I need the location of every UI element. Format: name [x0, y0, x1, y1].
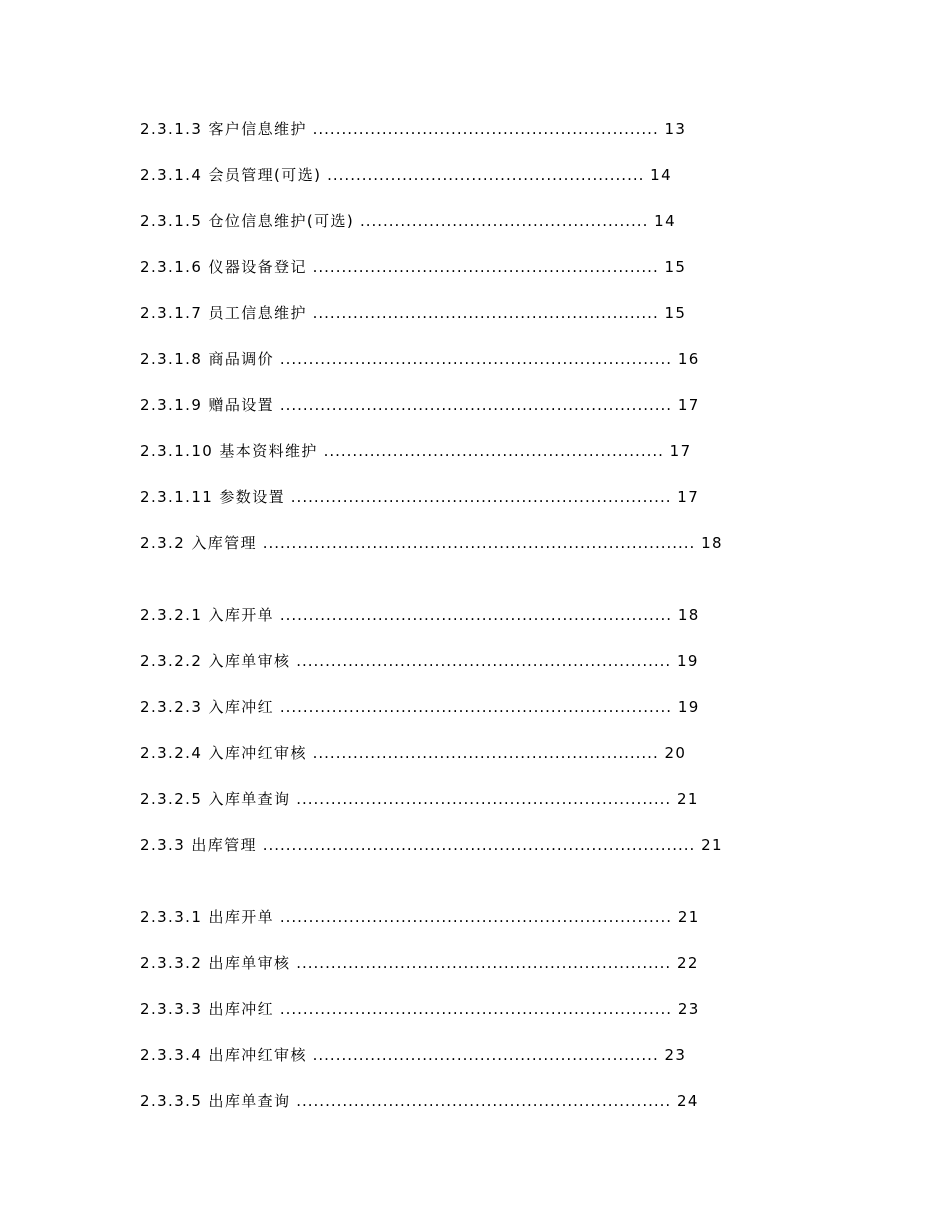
toc-entry-title: 出库单审核: [208, 954, 291, 972]
toc-entry-number: 2.3.1.5: [140, 212, 203, 230]
toc-dot-leader: ...........................................................................: [256, 836, 702, 854]
toc-dot-leader: ............................................................: [306, 258, 665, 276]
toc-dot-leader: ....................................................................: [274, 908, 678, 926]
toc-entry-title: 入库开单: [208, 606, 275, 624]
toc-entry-page-number: 24: [676, 1092, 699, 1110]
toc-entry-page-number: 23: [677, 1000, 700, 1018]
toc-entry-title: 仓位信息维护(可选): [208, 212, 355, 230]
toc-entry-title: 员工信息维护: [208, 304, 307, 322]
toc-entry[interactable]: [140, 832, 800, 884]
toc-entry[interactable]: [140, 602, 800, 628]
toc-entry-title: 会员管理(可选): [208, 166, 322, 184]
toc-dot-leader: .................................................................: [290, 1092, 677, 1110]
toc-entry-number: 2.3.3.3: [140, 1000, 203, 1018]
toc-entry-page-number: 19: [677, 698, 700, 716]
toc-dot-leader: ............................................................: [306, 1046, 665, 1064]
toc-entry[interactable]: [140, 1088, 800, 1114]
toc-entry-page-number: 19: [676, 652, 699, 670]
toc-dot-leader: ............................................................: [306, 304, 665, 322]
toc-entry-page-number: 17: [669, 442, 692, 460]
toc-dot-leader: ............................................................: [306, 120, 665, 138]
toc-entry-page-number: 21: [701, 836, 723, 854]
toc-entry-title: 仪器设备登记: [208, 258, 307, 276]
toc-entry-number: 2.3.3.2: [140, 954, 203, 972]
toc-entry-page-number: 20: [664, 744, 687, 762]
toc-entry-number: 2.3.1.10: [140, 442, 214, 460]
toc-dot-leader: ...........................................................: [317, 442, 670, 460]
toc-entry-title: 入库冲红: [208, 698, 275, 716]
toc-dot-leader: ..................................................: [354, 212, 655, 230]
toc-entry-number: 2.3.1.3: [140, 120, 203, 138]
toc-dot-leader: ....................................................................: [274, 698, 678, 716]
toc-entry-title: 出库开单: [208, 908, 275, 926]
toc-entry-title: 商品调价: [208, 350, 275, 368]
toc-entry-number: 2.3.3.5: [140, 1092, 203, 1110]
toc-entry-number: 2.3.2.5: [140, 790, 203, 808]
toc-entry[interactable]: [140, 392, 800, 418]
toc-entry-title: 出库冲红审核: [208, 1046, 307, 1064]
toc-entry[interactable]: [140, 254, 800, 280]
toc-entry-number: 2.3.1.8: [140, 350, 203, 368]
toc-entry-number: 2.3.1.6: [140, 258, 203, 276]
toc-entry-number: 2.3.2.4: [140, 744, 203, 762]
toc-entry-number: 2.3.3.1: [140, 908, 203, 926]
toc-entry-title: 基本资料维护: [219, 442, 318, 460]
toc-dot-leader: ............................................................: [306, 744, 665, 762]
toc-entry[interactable]: [140, 484, 800, 510]
toc-entry-title: 出库管理: [191, 836, 257, 854]
toc-entry[interactable]: [140, 300, 800, 326]
toc-dot-leader: ....................................................................: [274, 1000, 678, 1018]
toc-entry-number: 2.3.2.3: [140, 698, 203, 716]
toc-dot-leader: ..................................................................: [285, 488, 678, 506]
toc-entry-page-number: 15: [664, 258, 687, 276]
toc-dot-leader: ...........................................................................: [256, 534, 702, 552]
toc-entry-title: 入库单审核: [208, 652, 291, 670]
toc-entry-page-number: 17: [677, 396, 700, 414]
toc-entry-page-number: 21: [676, 790, 699, 808]
toc-entry[interactable]: [140, 346, 800, 372]
toc-entry[interactable]: [140, 648, 800, 674]
toc-entry[interactable]: [140, 904, 800, 930]
toc-entry[interactable]: [140, 950, 800, 976]
toc-entry-number: 2.3.3.4: [140, 1046, 203, 1064]
toc-entry-page-number: 17: [677, 488, 700, 506]
toc-dot-leader: .......................................................: [321, 166, 651, 184]
toc-entry-page-number: 18: [677, 606, 700, 624]
toc-entry-number: 2.3.2.2: [140, 652, 203, 670]
toc-entry[interactable]: [140, 1042, 800, 1068]
table-of-contents: [140, 116, 800, 1134]
toc-entry-title: 客户信息维护: [208, 120, 307, 138]
toc-entry-number: 2.3.1.11: [140, 488, 214, 506]
toc-entry-page-number: 13: [664, 120, 687, 138]
toc-dot-leader: ....................................................................: [274, 396, 678, 414]
toc-entry-title: 赠品设置: [208, 396, 275, 414]
toc-dot-leader: ....................................................................: [274, 606, 678, 624]
toc-dot-leader: ....................................................................: [274, 350, 678, 368]
toc-dot-leader: .................................................................: [290, 790, 677, 808]
toc-dot-leader: .................................................................: [290, 954, 677, 972]
toc-entry-title: 入库单查询: [208, 790, 291, 808]
toc-entry-title: 入库管理: [191, 534, 257, 552]
toc-entry[interactable]: [140, 530, 800, 582]
toc-entry-page-number: 21: [677, 908, 700, 926]
toc-entry-number: 2.3.2: [140, 534, 186, 552]
toc-entry-page-number: 15: [664, 304, 687, 322]
toc-entry-page-number: 22: [676, 954, 699, 972]
toc-entry-number: 2.3.3: [140, 836, 186, 854]
toc-entry-title: 出库冲红: [208, 1000, 275, 1018]
toc-entry[interactable]: [140, 786, 800, 812]
toc-entry-number: 2.3.1.7: [140, 304, 203, 322]
toc-entry[interactable]: [140, 694, 800, 720]
toc-entry-page-number: 18: [701, 534, 723, 552]
toc-entry-number: 2.3.1.4: [140, 166, 203, 184]
toc-entry-title: 参数设置: [219, 488, 286, 506]
toc-entry[interactable]: [140, 740, 800, 766]
toc-entry-title: 入库冲红审核: [208, 744, 307, 762]
toc-entry-page-number: 14: [654, 212, 677, 230]
toc-entry[interactable]: [140, 438, 800, 464]
toc-entry-page-number: 16: [677, 350, 700, 368]
toc-entry-number: 2.3.1.9: [140, 396, 203, 414]
toc-entry[interactable]: [140, 116, 800, 142]
toc-entry[interactable]: [140, 996, 800, 1022]
toc-entry-page-number: 23: [664, 1046, 687, 1064]
toc-dot-leader: .................................................................: [290, 652, 677, 670]
toc-entry-number: 2.3.2.1: [140, 606, 203, 624]
toc-entry[interactable]: [140, 208, 800, 234]
toc-entry[interactable]: [140, 162, 800, 188]
toc-entry-page-number: 14: [650, 166, 673, 184]
toc-entry-title: 出库单查询: [208, 1092, 291, 1110]
